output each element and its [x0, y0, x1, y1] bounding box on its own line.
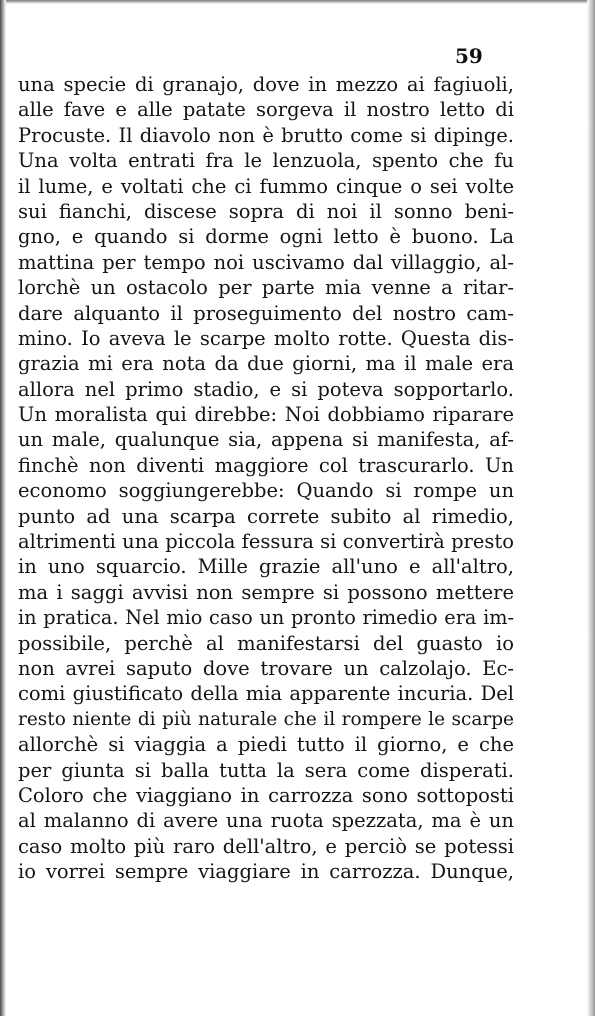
text-line: grazia mi era nota da due giorni, ma il male era: [18, 352, 514, 376]
text-line: economo soggiungerebbe: Quando si rompe un: [18, 479, 514, 503]
text-line: al malanno di avere una ruota spezzata, ma è un: [18, 809, 514, 833]
text-line: alle fave e alle patate sorgeva il nostro letto di: [18, 98, 514, 122]
text-line: gno, e quando si dorme ogni letto è buono. La: [18, 225, 514, 249]
page-left-edge-shadow: [0, 0, 6, 1016]
text-line: Coloro che viaggiano in carrozza sono sottoposti: [18, 783, 514, 807]
text-line: mino. Io aveva le scarpe molto rotte. Questa dis-: [18, 326, 514, 350]
text-line: comi giustificato della mia apparente incuria. Del: [18, 682, 514, 706]
text-line: non avrei saputo dove trovare un calzolajo. Ec-: [18, 656, 514, 680]
text-line: caso molto più raro dell'altro, e perciò se potessi: [18, 834, 514, 858]
text-line: lorchè un ostacolo per parte mia venne a ritar-: [18, 276, 514, 300]
text-line: un male, qualunque sia, appena si manifesta, af-: [18, 428, 514, 452]
text-line: sui fianchi, discese sopra di noi il sonno beni-: [18, 199, 514, 223]
text-line: altrimenti una piccola fessura si convertirà presto: [18, 530, 514, 554]
text-line: punto ad una scarpa correte subito al rimedio,: [18, 504, 514, 528]
page-top-edge-shadow: [0, 0, 595, 4]
body-text: [18, 72, 514, 885]
text-line: Un moralista qui direbbe: Noi dobbiamo riparare: [18, 403, 514, 427]
text-line: Una volta entrati fra le lenzuola, spento che fu: [18, 149, 514, 173]
text-line: allorchè si viaggia a piedi tutto il giorno, e che: [18, 733, 514, 757]
page-right-edge-shadow: [587, 0, 595, 1016]
text-line: possibile, perchè al manifestarsi del guasto io: [18, 631, 514, 655]
text-line: il lume, e voltati che ci fummo cinque o sei volte: [18, 174, 514, 198]
text-line: per giunta si balla tutta la sera come disperati.: [18, 758, 514, 782]
page-number: 59: [455, 44, 483, 68]
text-line: in pratica. Nel mio caso un pronto rimedio era im-: [18, 606, 514, 630]
text-line: Procuste. Il diavolo non è brutto come si dipinge.: [18, 123, 514, 147]
text-line: una specie di granajo, dove in mezzo ai fagiuoli,: [18, 73, 514, 96]
text-line: dare alquanto il proseguimento del nostro cam-: [18, 301, 514, 325]
text-line: finchè non diventi maggiore col trascurarlo. Un: [18, 453, 514, 477]
text-line: resto niente di più naturale che il rompere le scarpe: [18, 708, 514, 730]
text-line: in uno squarcio. Mille grazie all'uno e all'altro,: [18, 555, 514, 579]
text-line: ma i saggi avvisi non sempre si possono mettere: [18, 580, 514, 604]
text-line: allora nel primo stadio, e si poteva sopportarlo.: [18, 377, 514, 401]
text-line: mattina per tempo noi uscivamo dal villaggio, al-: [18, 250, 514, 274]
text-line: io vorrei sempre viaggiare in carrozza. Dunque,: [18, 860, 514, 884]
